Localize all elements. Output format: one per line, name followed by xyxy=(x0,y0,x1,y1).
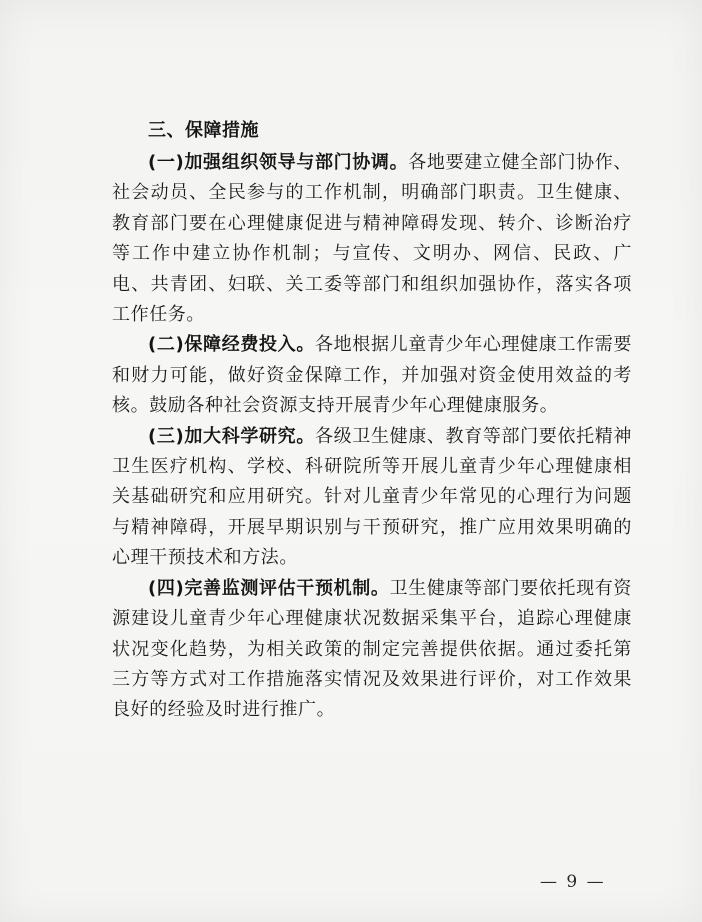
section-heading: 三、保障措施 xyxy=(148,120,259,141)
paragraph-2 xyxy=(112,330,632,421)
paragraph-1-body: 各地要建立健全部门协作、社会动员、全民参与的工作机制，明确部门职责。卫生健康、教育部门要在心理健康促进与精神障碍发现、转介、诊断治疗等工作中建立协作机制；与宣传、文明办、网信、民政、广电、共青团、妇联、关工委等部门和组织加强协作，落实各项工作任务。 xyxy=(112,152,633,326)
paragraph-3 xyxy=(112,422,632,574)
paragraph-3-body: 各级卫生健康、教育等部门要依托精神卫生医疗机构、学校、科研院所等开展儿童青少年心理健康相关基础研究和应用研究。针对儿童青少年常见的心理行为问题与精神障碍，开展早期识别与干预研究，推广应用效果明确的心理干预技术和方法。 xyxy=(112,425,633,569)
paragraph-1 xyxy=(112,148,632,330)
paragraph-3-lead: (三)加大科学研究。 xyxy=(148,425,315,447)
paragraph-4 xyxy=(112,574,632,726)
paragraph-2-body: 各地根据儿童青少年心理健康工作需要和财力可能，做好资金保障工作，并加强对资金使用效益的考核。鼓励各种社会资源支持开展青少年心理健康服务。 xyxy=(112,334,633,417)
document-body xyxy=(112,114,632,726)
paragraph-1-lead: (一)加强组织领导与部门协调。 xyxy=(148,152,409,173)
paragraph-4-lead: (四)完善监测评估干预机制。 xyxy=(148,577,390,599)
paragraph-2-lead: (二)保障经费投入。 xyxy=(148,334,315,356)
paragraph-4-body: 卫生健康等部门要依托现有资源建设儿童青少年心理健康状况数据采集平台，追踪心理健康状况变化趋势，为相关政策的制定完善提供依据。通过委托第三方等方式对工作措施落实情况及效果进行评价，对工作效果良好的经验及时进行推广。 xyxy=(112,577,632,721)
page-number: — 9 — xyxy=(540,872,606,892)
